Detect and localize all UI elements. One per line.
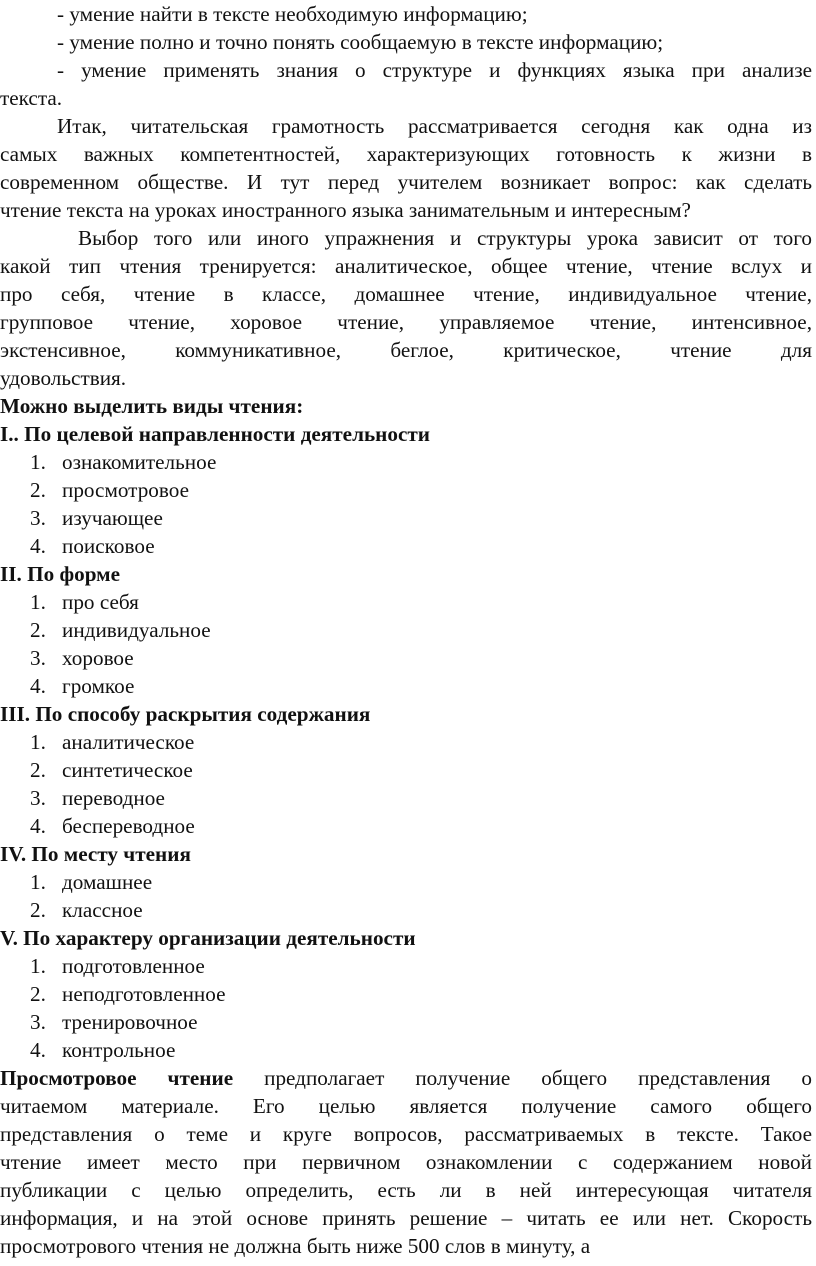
list-item (0, 756, 812, 784)
list-item-text: изучающее (62, 506, 163, 530)
list-item (0, 588, 812, 616)
list-item (0, 896, 812, 924)
intro-bullet-tail: текста. (0, 86, 63, 110)
list-item-text: классное (62, 898, 143, 922)
paragraph-line: удовольствия. (0, 366, 127, 390)
group-heading: IV. По месту чтения (0, 842, 191, 866)
intro-bullet: - умение применять знания о структуре и функциях языка при анализе (57, 58, 812, 82)
group-heading: II. По форме (0, 562, 121, 586)
lead-term: Просмотровое чтение (0, 1066, 234, 1090)
list-item (0, 644, 812, 672)
paragraph-line: самых важных компетентностей, характеризующих готовность к жизни в (0, 142, 812, 166)
list-number: 1. (30, 590, 46, 614)
list-item-text: беспереводное (62, 814, 195, 838)
list-item-text: неподготовленное (62, 982, 226, 1006)
paragraph-line: групповое чтение, хоровое чтение, управляемое чтение, интенсивное, (0, 310, 812, 334)
list-item-text: ознакомительное (62, 450, 217, 474)
group-list (0, 868, 812, 924)
intro-bullet: - умение полно и точно понять сообщаемую в тексте информацию; (57, 30, 664, 54)
list-number: 1. (30, 450, 46, 474)
paragraph-line: просмотрового чтения не должна быть ниже 500 слов в минуту, а (0, 1234, 591, 1258)
list-number: 1. (30, 954, 46, 978)
list-item (0, 952, 812, 980)
list-item-text: хоровое (62, 646, 134, 670)
intro-bullet: - умение найти в тексте необходимую информацию; (57, 2, 528, 26)
list-item-text: подготовленное (62, 954, 205, 978)
list-item (0, 868, 812, 896)
types-heading: Можно выделить виды чтения: (0, 394, 304, 418)
list-number: 1. (30, 730, 46, 754)
group-heading: V. По характеру организации деятельности (0, 926, 416, 950)
list-item-text: синтетическое (62, 758, 193, 782)
list-item-text: индивидуальное (62, 618, 211, 642)
paragraph-line: чтение имеет место при первичном ознакомлении с содержанием новой (0, 1150, 812, 1174)
list-item (0, 728, 812, 756)
list-item (0, 448, 812, 476)
group-list (0, 448, 812, 560)
list-item-text: просмотровое (62, 478, 190, 502)
list-number: 2. (30, 898, 46, 922)
list-item (0, 1008, 812, 1036)
group-list (0, 728, 812, 840)
group-heading: III. По способу раскрытия содержания (0, 702, 371, 726)
paragraph-line: про себя, чтение в классе, домашнее чтение, индивидуальное чтение, (0, 282, 812, 306)
paragraph-line: Итак, читательская грамотность рассматривается сегодня как одна из (57, 114, 812, 138)
paragraph-line: какой тип чтения тренируется: аналитическое, общее чтение, чтение вслух и (0, 254, 812, 278)
list-number: 1. (30, 870, 46, 894)
list-number: 3. (30, 646, 46, 670)
paragraph-line: читаемом материале. Его целью является получение самого общего (0, 1094, 812, 1118)
list-item (0, 672, 812, 700)
list-item-text: контрольное (62, 1038, 176, 1062)
list-item-text: аналитическое (62, 730, 195, 754)
list-item-text: громкое (62, 674, 135, 698)
list-number: 2. (30, 618, 46, 642)
lead-rest: предполагает получение общего представления о (264, 1066, 813, 1090)
list-number: 2. (30, 478, 46, 502)
list-number: 4. (30, 674, 46, 698)
paragraph-line: информация, и на этой основе принять решение – читать ее или нет. Скорость (0, 1206, 812, 1230)
list-item (0, 1036, 812, 1064)
list-item-text: поисковое (62, 534, 155, 558)
list-item-text: тренировочное (62, 1010, 198, 1034)
list-item (0, 476, 812, 504)
list-number: 4. (30, 1038, 46, 1062)
paragraph-line: чтение текста на уроках иностранного языка занимательным и интересным? (0, 198, 691, 222)
list-item (0, 812, 812, 840)
list-item-text: переводное (62, 786, 165, 810)
list-item (0, 504, 812, 532)
list-item (0, 616, 812, 644)
paragraph-line: экстенсивное, коммуникативное, беглое, критическое, чтение для (0, 338, 812, 362)
list-item (0, 532, 812, 560)
group-list (0, 588, 812, 700)
list-number: 3. (30, 506, 46, 530)
list-number: 2. (30, 758, 46, 782)
group-list (0, 952, 812, 1064)
paragraph-line (0, 1064, 812, 1092)
list-item (0, 784, 812, 812)
group-heading: I.. По целевой направленности деятельности (0, 422, 430, 446)
list-item-text: про себя (62, 590, 139, 614)
list-item (0, 980, 812, 1008)
list-number: 4. (30, 534, 46, 558)
list-number: 3. (30, 786, 46, 810)
paragraph-line: современном обществе. И тут перед учителем возникает вопрос: как сделать (0, 170, 812, 194)
list-item-text: домашнее (62, 870, 153, 894)
paragraph-line: представления о теме и круге вопросов, рассматриваемых в тексте. Такое (0, 1122, 812, 1146)
list-number: 3. (30, 1010, 46, 1034)
list-number: 2. (30, 982, 46, 1006)
paragraph-line: Выбор того или иного упражнения и структуры урока зависит от того (78, 226, 812, 250)
paragraph-line: публикации с целью определить, есть ли в ней интересующая читателя (0, 1178, 812, 1202)
list-number: 4. (30, 814, 46, 838)
